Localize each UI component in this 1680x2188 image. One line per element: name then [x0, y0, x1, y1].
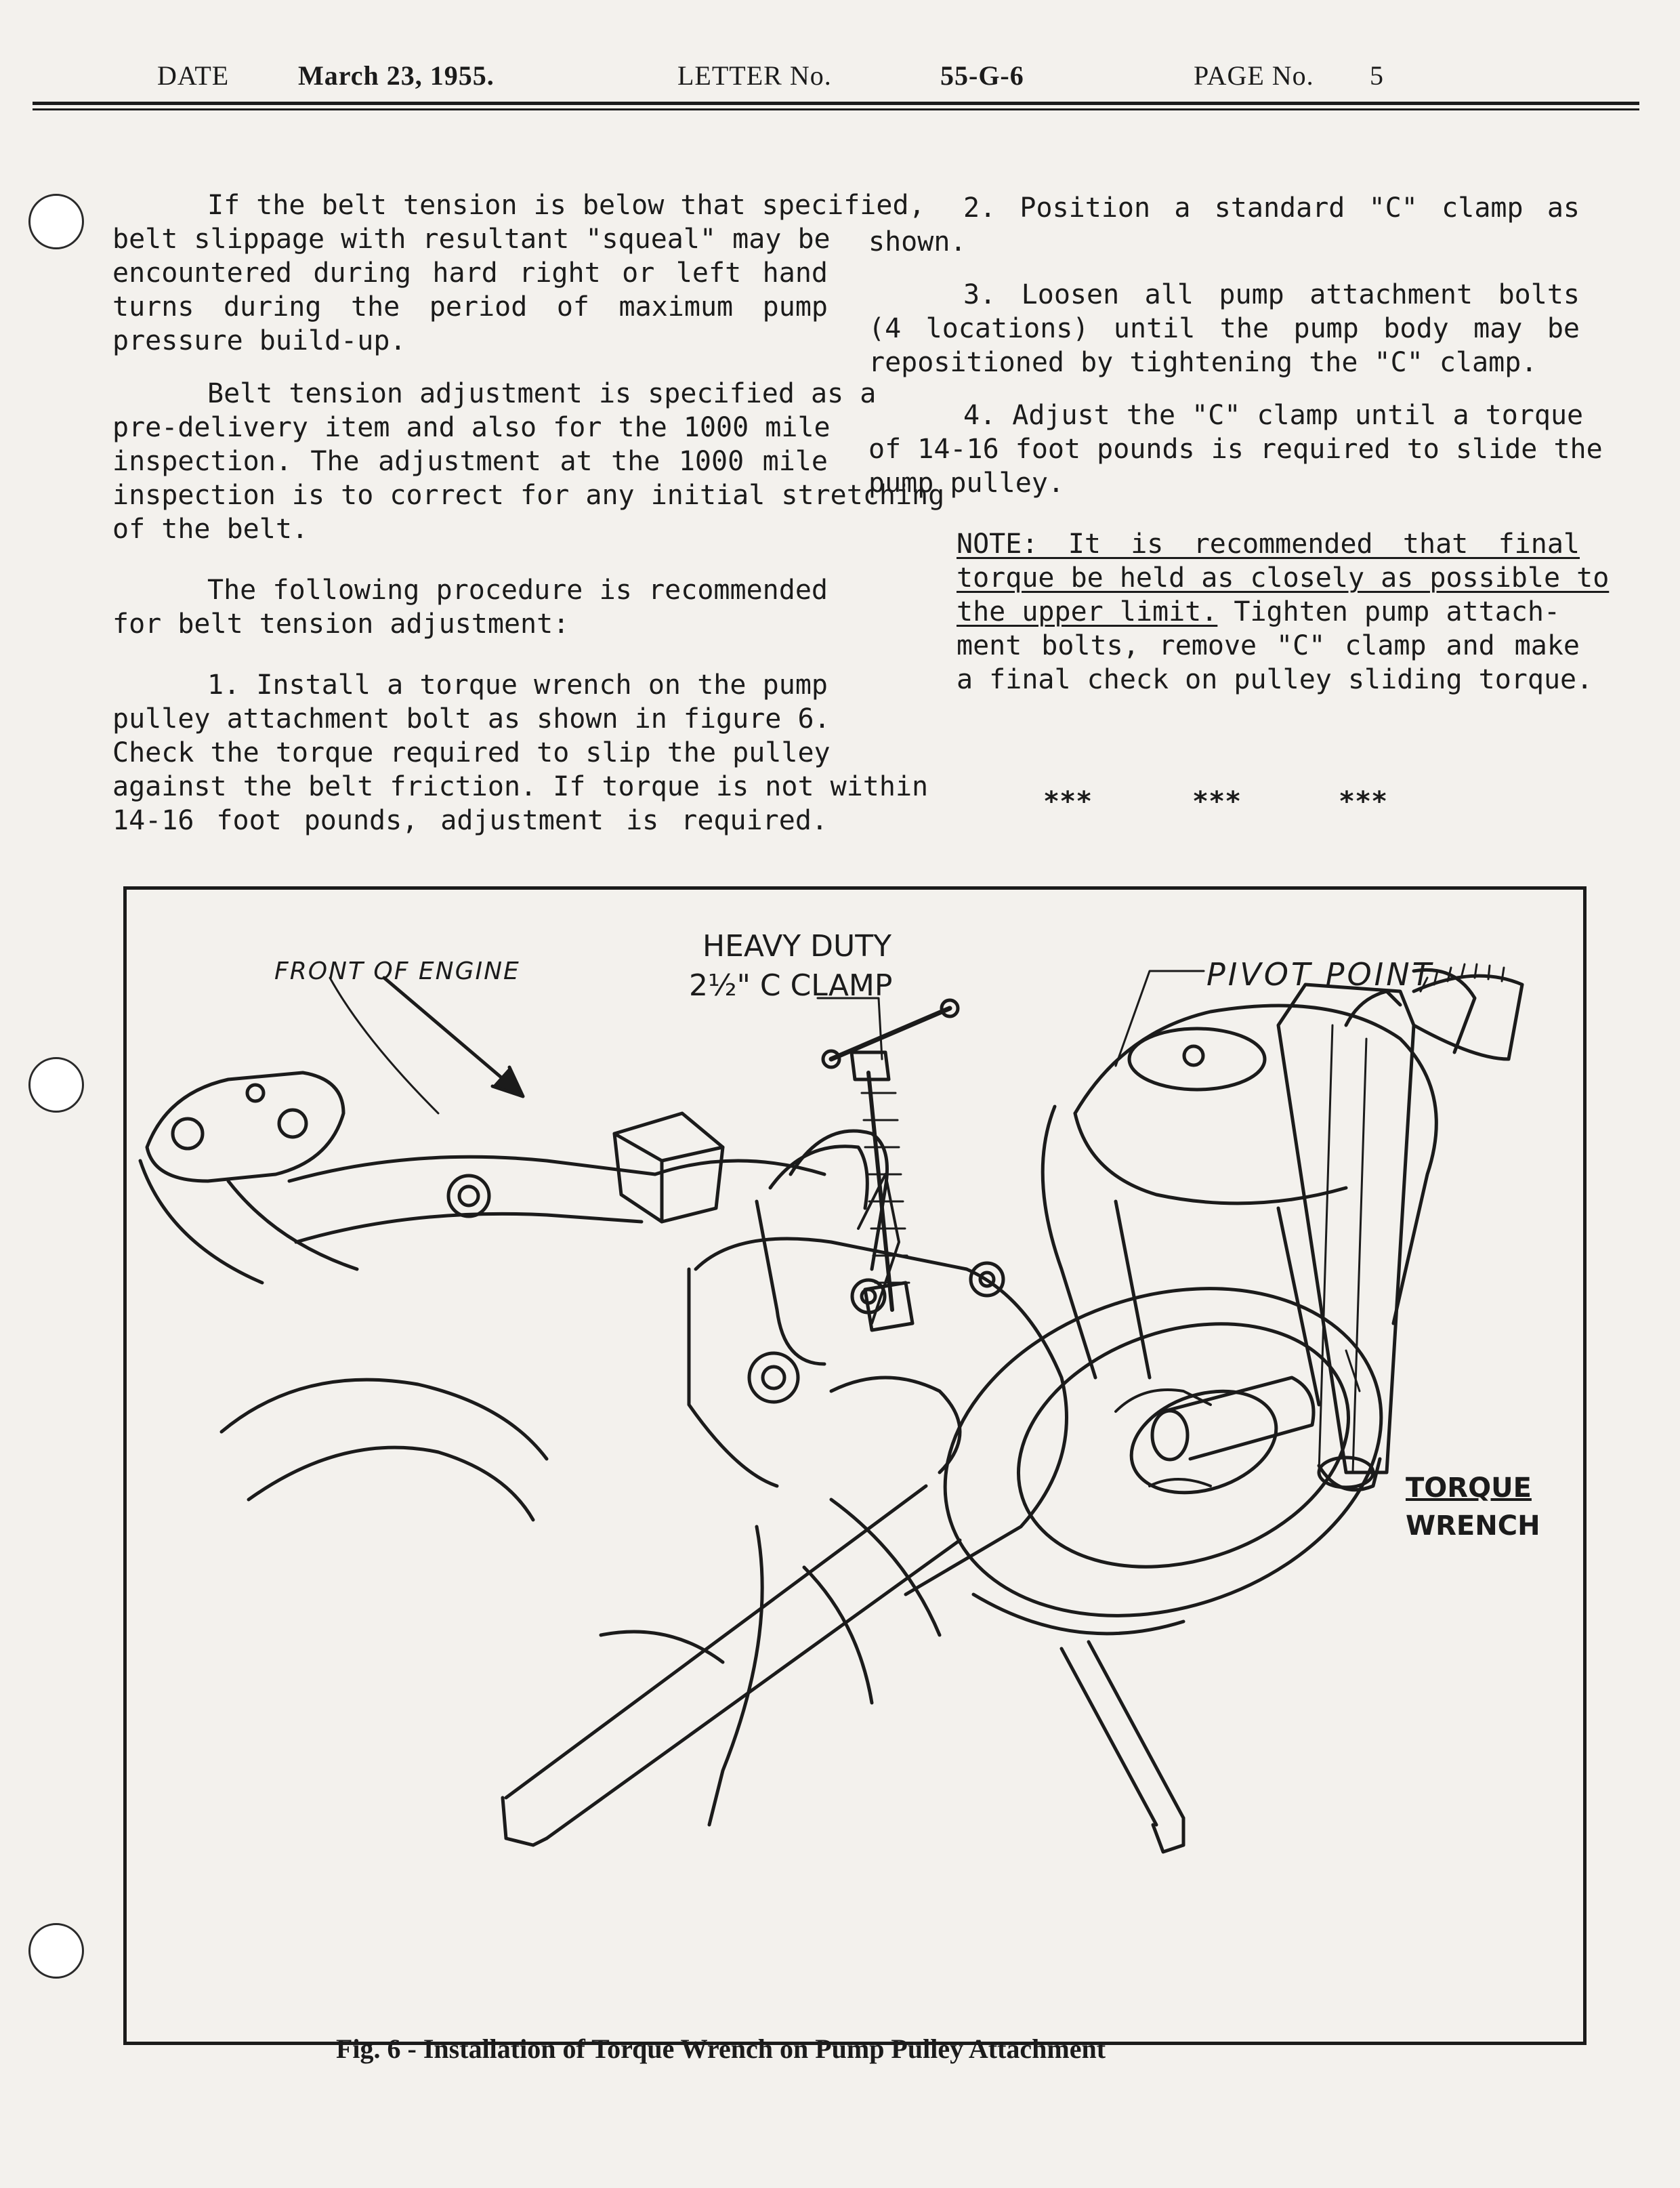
label-torque: TORQUE	[1406, 1472, 1532, 1504]
binder-hole-top	[28, 194, 84, 249]
label-pivot-point: PIVOT POINT	[1206, 956, 1434, 993]
paragraph-step-2	[868, 191, 1580, 259]
binder-hole-bottom	[28, 1923, 84, 1979]
text-line: inspection. The adjustment at the 1000 mile	[112, 446, 828, 477]
text-line-content: Belt tension adjustment is specified as a	[207, 378, 877, 409]
text-line-content: 1. Install a torque wrench on the pump	[207, 669, 828, 701]
note-line: a final check on pulley sliding torque.	[957, 664, 1593, 695]
header-date-value	[298, 60, 495, 100]
header-letter-value	[940, 60, 1024, 100]
section-end-stars-1: ***	[1043, 786, 1093, 817]
text-line: Check the torque required to slip the pulley	[112, 737, 831, 768]
figure-caption: Fig. 6 - Installation of Torque Wrench on Pump Pulley Attachment	[336, 2034, 1106, 2064]
text-line: inspection is to correct for any initial stretching	[112, 480, 945, 511]
section-end-stars-3: ***	[1339, 786, 1388, 817]
text-line-content: If the belt tension is below that specified,	[207, 190, 925, 221]
text-line	[112, 188, 925, 222]
text-line: (4 locations) until the pump body may be	[868, 313, 1580, 344]
text-line: belt slippage with resultant "squeal" may be	[112, 224, 831, 255]
letter-value: 55-G-6	[940, 60, 1024, 91]
date-value: March 23, 1955.	[298, 60, 495, 91]
note-line	[957, 595, 1580, 629]
text-line: for belt tension adjustment:	[112, 608, 570, 640]
paragraph-procedure-intro	[112, 573, 828, 641]
text-line: pulley attachment bolt as shown in figure 6.	[112, 703, 831, 735]
text-line	[868, 191, 1580, 225]
text-line: pressure build-up.	[112, 325, 406, 356]
text-line	[868, 278, 1580, 312]
header-date-label: DATE	[157, 60, 230, 91]
text-line: shown.	[868, 226, 967, 257]
note-line-underlined: NOTE: It is recommended that final	[957, 529, 1580, 560]
note-line-underlined: the upper limit.	[957, 596, 1218, 627]
paragraph-adjustment-schedule	[112, 377, 945, 546]
right-column	[868, 191, 1610, 697]
header-rule-top	[33, 102, 1639, 105]
label-wrench: WRENCH	[1406, 1510, 1540, 1542]
text-line: of the belt.	[112, 514, 308, 545]
binder-hole-middle	[28, 1057, 84, 1113]
pump-pulley-illustration	[127, 890, 1583, 2042]
text-line: repositioned by tightening the "C" clamp.	[868, 347, 1538, 378]
paragraph-step-3	[868, 278, 1580, 379]
text-line	[112, 573, 828, 607]
text-line	[112, 377, 877, 411]
label-c-clamp-size: 2½" C CLAMP	[689, 968, 893, 1003]
figure-6-frame	[123, 886, 1587, 2045]
paragraph-step-4	[868, 398, 1603, 500]
header-letter-label: LETTER No.	[677, 60, 832, 91]
paragraph-step-1	[112, 668, 929, 838]
text-line: encountered during hard right or left hand	[112, 257, 828, 289]
label-heavy-duty: HEAVY DUTY	[702, 929, 891, 964]
note-line-rest: Tighten pump attach-	[1217, 596, 1561, 627]
header-page-value: 5	[1370, 60, 1384, 91]
text-line	[112, 668, 828, 702]
text-line: of 14-16 foot pounds is required to slide the	[868, 434, 1603, 465]
header-rule-bottom	[33, 108, 1639, 110]
text-line-content: 3. Loosen all pump attachment bolts	[963, 279, 1580, 310]
text-line: 14-16 foot pounds, adjustment is required.	[112, 805, 828, 836]
text-line-content: 4. Adjust the "C" clamp until a torque	[963, 400, 1584, 431]
left-column	[112, 188, 945, 838]
text-line-content: 2. Position a standard "C" clamp as	[963, 192, 1580, 224]
text-line: turns during the period of maximum pump	[112, 291, 828, 323]
text-line: pump pulley.	[868, 468, 1064, 499]
text-line: against the belt friction. If torque is not within	[112, 771, 929, 802]
note-line: ment bolts, remove "C" clamp and make	[957, 630, 1580, 661]
note-line-underlined: torque be held as closely as possible to	[957, 562, 1610, 594]
text-line	[868, 398, 1584, 432]
note-paragraph	[868, 527, 1610, 697]
section-end-stars-2: ***	[1192, 786, 1242, 817]
text-line: pre-delivery item and also for the 1000 mile	[112, 412, 831, 443]
text-line-content: The following procedure is recommended	[207, 575, 828, 606]
header-page-label: PAGE No.	[1194, 60, 1314, 91]
label-front-of-engine: FRONT OF ENGINE	[274, 957, 520, 985]
